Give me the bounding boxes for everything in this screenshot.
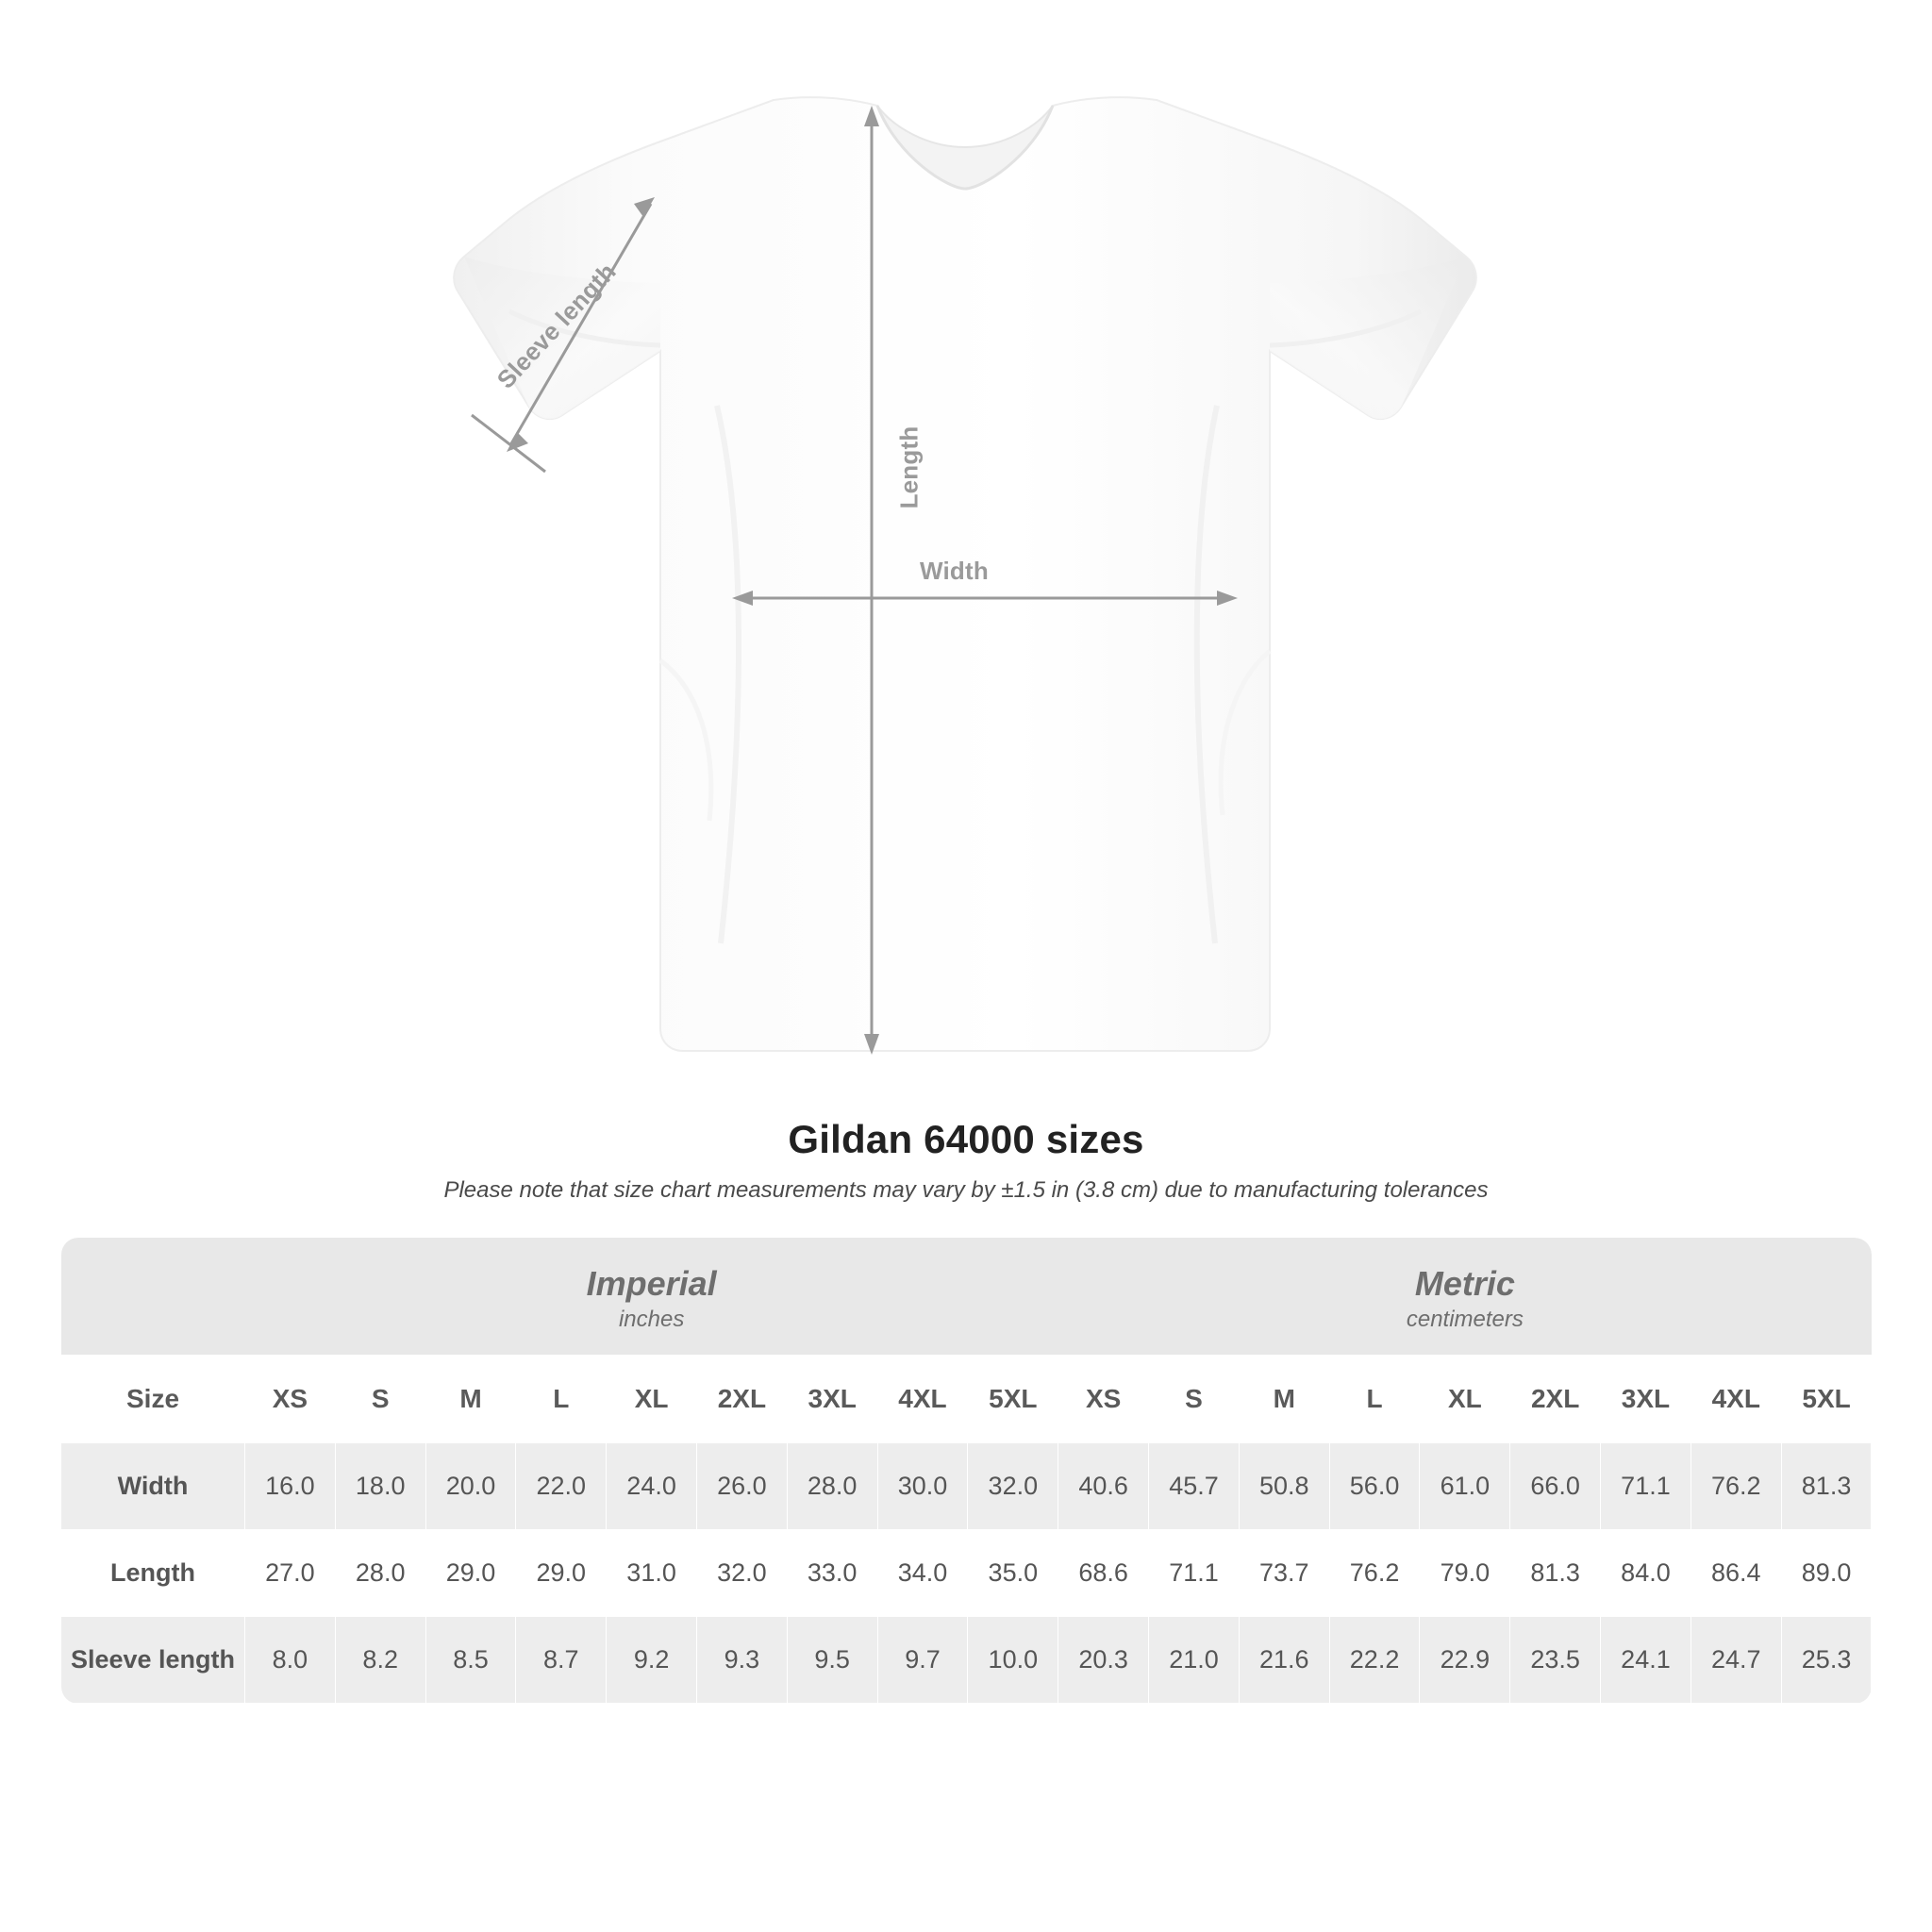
cell-length-10: 71.1 [1149,1530,1240,1617]
size-col-2xl-imperial: 2XL [696,1356,787,1443]
cell-sleeve-16: 24.7 [1690,1617,1781,1704]
tolerance-note: Please note that size chart measurements may vary by ±1.5 in (3.8 cm) due to manufacturing tolerances [443,1177,1489,1203]
cell-length-1: 28.0 [335,1530,425,1617]
cell-width-9: 40.6 [1058,1443,1149,1530]
cell-length-2: 29.0 [425,1530,516,1617]
size-col-4xl-imperial: 4XL [877,1356,968,1443]
width-label: Width [920,557,989,585]
cell-length-9: 68.6 [1058,1530,1149,1617]
row-label-width: Width [61,1443,245,1530]
size-col-l-metric: L [1329,1356,1420,1443]
cell-width-8: 32.0 [968,1443,1058,1530]
table-row [61,1617,1872,1704]
cell-width-5: 26.0 [696,1443,787,1530]
cell-width-10: 45.7 [1149,1443,1240,1530]
cell-sleeve-13: 22.9 [1420,1617,1510,1704]
cell-width-13: 61.0 [1420,1443,1510,1530]
cell-sleeve-3: 8.7 [516,1617,607,1704]
size-col-5xl-imperial: 5XL [968,1356,1058,1443]
cell-sleeve-0: 8.0 [245,1617,336,1704]
size-col-xl-metric: XL [1420,1356,1510,1443]
cell-width-1: 18.0 [335,1443,425,1530]
cell-sleeve-10: 21.0 [1149,1617,1240,1704]
size-col-l-imperial: L [516,1356,607,1443]
cell-length-16: 86.4 [1690,1530,1781,1617]
unit-group-metric-name: Metric [1414,1264,1515,1303]
cell-length-8: 35.0 [968,1530,1058,1617]
sleeve-end-tick [472,415,545,472]
cell-length-13: 79.0 [1420,1530,1510,1617]
cell-width-4: 24.0 [607,1443,697,1530]
cell-width-6: 28.0 [787,1443,877,1530]
cell-width-17: 81.3 [1781,1443,1872,1530]
length-label: Length [894,425,924,509]
unit-group-metric [1058,1238,1872,1356]
cell-sleeve-8: 10.0 [968,1617,1058,1704]
cell-sleeve-6: 9.5 [787,1617,877,1704]
cell-sleeve-9: 20.3 [1058,1617,1149,1704]
unit-group-imperial-name: Imperial [586,1264,717,1303]
row-label-length: Length [61,1530,245,1617]
cell-sleeve-7: 9.7 [877,1617,968,1704]
cell-length-17: 89.0 [1781,1530,1872,1617]
sleeve-length-label: Sleeve length [491,257,622,394]
size-table-wrapper [60,1238,1872,1704]
cell-length-3: 29.0 [516,1530,607,1617]
cell-sleeve-5: 9.3 [696,1617,787,1704]
cell-width-14: 66.0 [1510,1443,1601,1530]
unit-header-row [61,1238,1872,1356]
cell-length-0: 27.0 [245,1530,336,1617]
table-row [61,1530,1872,1617]
unit-group-imperial [245,1238,1058,1356]
cell-length-5: 32.0 [696,1530,787,1617]
cell-sleeve-1: 8.2 [335,1617,425,1704]
cell-length-4: 31.0 [607,1530,697,1617]
title-block [0,1117,1932,1204]
page-title: Gildan 64000 sizes [788,1117,1144,1161]
cell-length-15: 84.0 [1601,1530,1691,1617]
cell-width-3: 22.0 [516,1443,607,1530]
cell-width-15: 71.1 [1601,1443,1691,1530]
size-col-3xl-metric: 3XL [1601,1356,1691,1443]
cell-sleeve-15: 24.1 [1601,1617,1691,1704]
cell-width-16: 76.2 [1690,1443,1781,1530]
cell-width-0: 16.0 [245,1443,336,1530]
size-col-xs-metric: XS [1058,1356,1149,1443]
cell-sleeve-4: 9.2 [607,1617,697,1704]
size-header-cell: Size [61,1356,245,1443]
size-header-row [61,1356,1872,1443]
size-col-m-metric: M [1239,1356,1329,1443]
cell-sleeve-11: 21.6 [1239,1617,1329,1704]
unit-group-metric-sub: centimeters [1406,1307,1524,1332]
cell-width-12: 56.0 [1329,1443,1420,1530]
size-col-5xl-metric: 5XL [1781,1356,1872,1443]
row-label-sleeve-length: Sleeve length [61,1617,245,1704]
cell-width-2: 20.0 [425,1443,516,1530]
unit-group-imperial-sub: inches [618,1307,685,1332]
size-table [60,1238,1872,1704]
cell-length-7: 34.0 [877,1530,968,1617]
unit-row-spacer [61,1238,245,1356]
size-col-2xl-metric: 2XL [1510,1356,1601,1443]
cell-width-7: 30.0 [877,1443,968,1530]
cell-length-14: 81.3 [1510,1530,1601,1617]
size-col-xs-imperial: XS [245,1356,336,1443]
cell-sleeve-17: 25.3 [1781,1617,1872,1704]
size-col-m-imperial: M [425,1356,516,1443]
cell-length-11: 73.7 [1239,1530,1329,1617]
cell-sleeve-2: 8.5 [425,1617,516,1704]
cell-width-11: 50.8 [1239,1443,1329,1530]
size-col-xl-imperial: XL [607,1356,697,1443]
cell-sleeve-12: 22.2 [1329,1617,1420,1704]
size-col-4xl-metric: 4XL [1690,1356,1781,1443]
size-col-3xl-imperial: 3XL [787,1356,877,1443]
table-row [61,1443,1872,1530]
cell-length-12: 76.2 [1329,1530,1420,1617]
cell-length-6: 33.0 [787,1530,877,1617]
size-col-s-metric: S [1149,1356,1240,1443]
size-col-s-imperial: S [335,1356,425,1443]
cell-sleeve-14: 23.5 [1510,1617,1601,1704]
